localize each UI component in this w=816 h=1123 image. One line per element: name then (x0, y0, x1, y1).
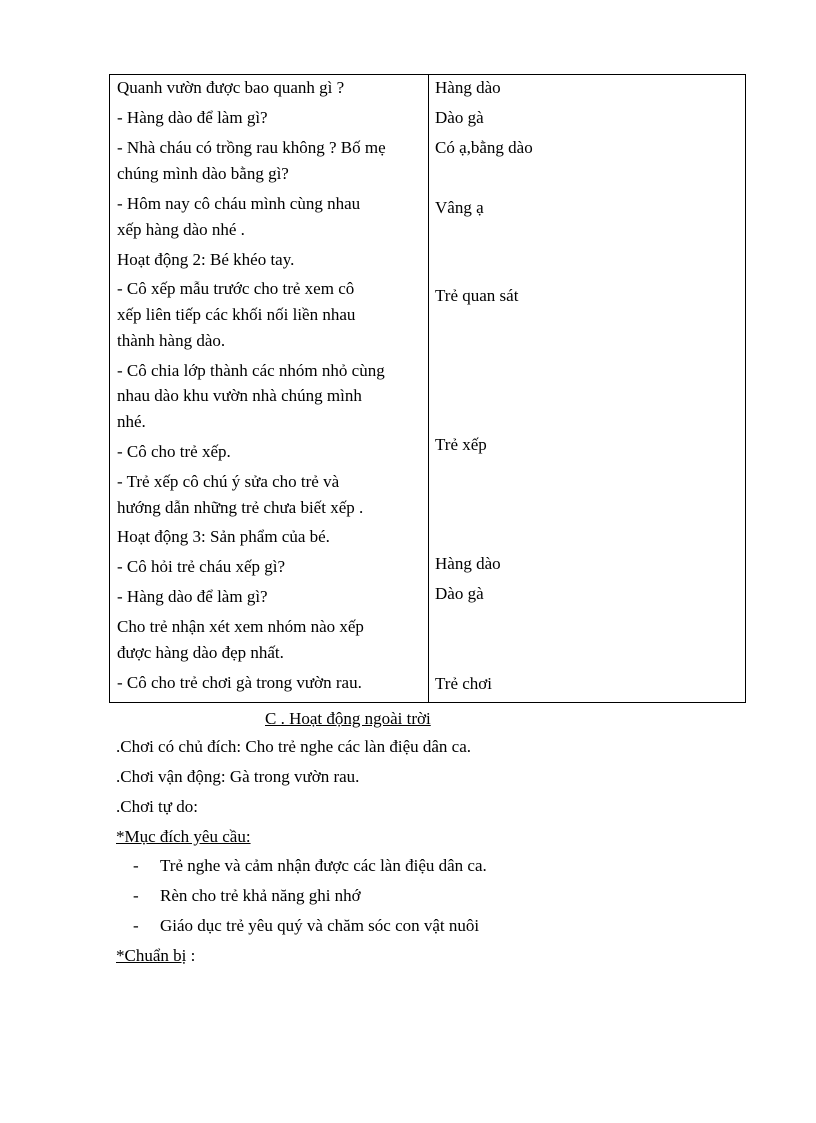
table-right-line: Dào gà (435, 108, 484, 127)
table-left-line: - Cô cho trẻ xếp. (117, 442, 231, 461)
table-left-line: - Cô hỏi trẻ cháu xếp gì? (117, 557, 286, 576)
table-left-line: - Hôm nay cô cháu mình cùng nhau (117, 194, 361, 213)
column-divider (428, 75, 429, 702)
table-left-line: chúng mình dào bằng gì? (117, 164, 289, 183)
play-line: .Chơi tự do: (116, 797, 198, 816)
table-right-line: Trẻ quan sát (435, 286, 519, 305)
table-right-line: Hàng dào (435, 78, 501, 97)
table-right-line: Dào gà (435, 584, 484, 603)
table-left-line: - Trẻ xếp cô chú ý sửa cho trẻ và (117, 472, 340, 491)
bullet-marker: - (133, 856, 139, 875)
prep-heading: *Chuẩn bị (116, 946, 187, 965)
bullet-marker: - (133, 916, 139, 935)
table-left-line: được hàng dào đẹp nhất. (117, 643, 284, 662)
table-left-line: - Cô chia lớp thành các nhóm nhỏ cùng (117, 361, 385, 380)
table-left-line: nhé. (117, 412, 146, 431)
bullet-text: Trẻ nghe và cảm nhận được các làn điệu dân ca. (160, 856, 487, 875)
play-line: .Chơi có chủ đích: Cho trẻ nghe các làn điệu dân ca. (116, 737, 472, 756)
table-left-line: - Cô xếp mẫu trước cho trẻ xem cô (117, 279, 355, 298)
table-right-line: Trẻ xếp (435, 435, 487, 454)
table-left-line: xếp liên tiếp các khối nối liền nhau (117, 305, 356, 324)
table-left-line: - Nhà cháu có trồng rau không ? Bố mẹ (117, 138, 386, 157)
table-right-line: Có ạ,bằng dào (435, 138, 533, 157)
table-left-line: nhau dào khu vườn nhà chúng mình (117, 386, 362, 405)
section-title: C . Hoạt động ngoài trời (265, 709, 431, 728)
table-left-line: thành hàng dào. (117, 331, 226, 350)
table-left-line: Hoạt động 3: Sản phẩm của bé. (117, 527, 330, 546)
table-left-line: - Cô cho trẻ chơi gà trong vườn rau. (117, 673, 362, 692)
table-left-line: Quanh vườn được bao quanh gì ? (117, 78, 345, 97)
bullet-marker: - (133, 886, 139, 905)
prep-line (116, 943, 195, 969)
table-left-line: Hoạt động 2: Bé khéo tay. (117, 250, 295, 269)
table-left-line: hướng dẫn những trẻ chưa biết xếp . (117, 498, 364, 517)
table-left-line: xếp hàng dào nhé . (117, 220, 245, 239)
table-right-line: Trẻ chơi (435, 674, 493, 693)
table-right-line: Vâng ạ (435, 198, 484, 217)
table-left-line: Cho trẻ nhận xét xem nhóm nào xếp (117, 617, 364, 636)
bullet-text: Giáo dục trẻ yêu quý và chăm sóc con vật nuôi (160, 916, 480, 935)
activity-table (109, 74, 746, 703)
table-right-line: Hàng dào (435, 554, 501, 573)
bullet-text: Rèn cho trẻ khả năng ghi nhớ (160, 886, 361, 905)
table-left-line: - Hàng dào để làm gì? (117, 587, 268, 606)
purpose-heading: *Mục đích yêu cầu: (116, 827, 251, 846)
play-line: .Chơi vận động: Gà trong vườn rau. (116, 767, 360, 786)
prep-suffix: : (186, 946, 196, 965)
table-left-line: - Hàng dào để làm gì? (117, 108, 268, 127)
